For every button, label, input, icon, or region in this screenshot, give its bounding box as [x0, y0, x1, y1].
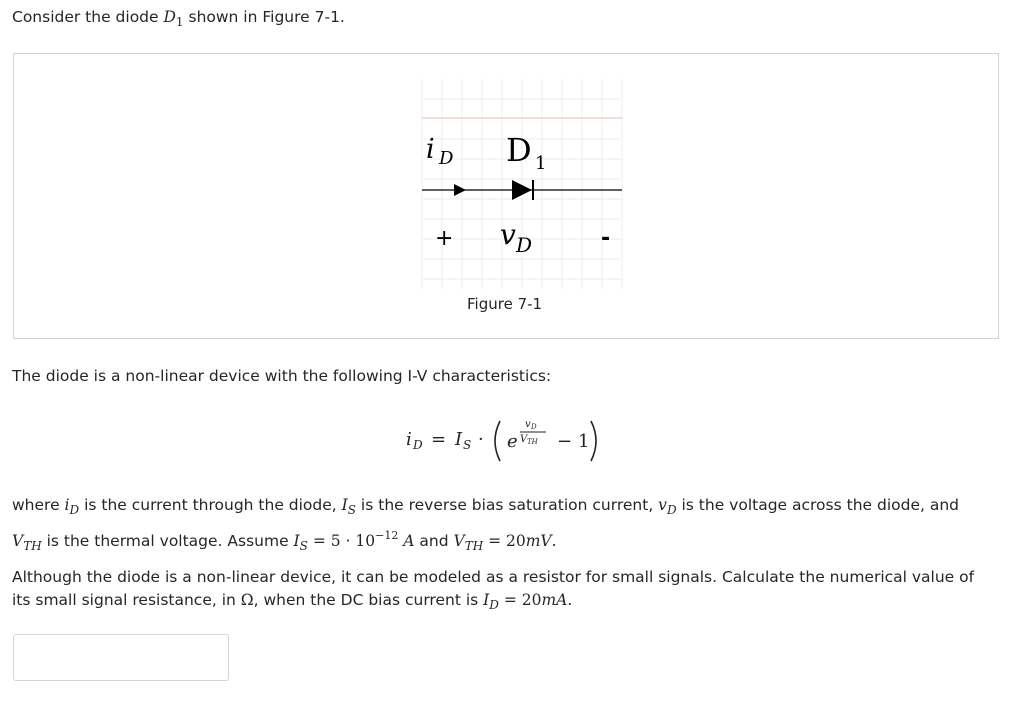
voltage-label: v: [500, 218, 516, 251]
eq-one: 1: [578, 431, 590, 452]
diode-circuit-figure: [404, 74, 644, 304]
eq-exp-base: e: [507, 431, 518, 452]
figure-grid: [422, 79, 622, 289]
diode-label-sub: 1: [535, 153, 547, 174]
eq-lhs: i: [406, 429, 412, 450]
current-label: i: [426, 134, 435, 165]
diode-label: D: [506, 131, 532, 169]
diode-equation: [406, 413, 616, 473]
iv-description: The diode is a non-linear device with the following I-V characteristics:: [12, 367, 552, 385]
current-label-sub: D: [439, 148, 454, 169]
figure-caption: Figure 7-1: [467, 295, 543, 313]
figure-container: [13, 53, 999, 339]
eq-equals: =: [431, 429, 447, 450]
eq-is-sub: S: [463, 438, 472, 452]
eq-denominator: V: [520, 434, 528, 445]
eq-left-paren: [495, 421, 500, 461]
minus-terminal: -: [601, 226, 611, 251]
eq-numerator-sub: D: [531, 423, 537, 431]
plus-terminal: +: [435, 226, 454, 251]
eq-right-paren: [591, 421, 596, 461]
answer-input[interactable]: [13, 634, 229, 681]
eq-lhs-sub: D: [413, 438, 423, 452]
eq-is: I: [455, 429, 463, 450]
problem-intro: Consider the diode $D_1$ shown in Figure 7-1.: [12, 8, 345, 29]
eq-denominator-sub: TH: [527, 438, 538, 446]
current-arrow-icon: [454, 184, 466, 196]
variable-definitions: where $i_D$ is the current through the diode, $I_S$ is the reverse bias saturation current, $v_D$ is the voltage across the diode, and $V_{TH}$ is the thermal voltage. Assume $I_S = 5 \cdot 10^{-12}$ A and $V_{TH} = 20mV$.: [12, 496, 959, 553]
eq-dot: ·: [478, 429, 484, 450]
eq-minus: −: [557, 431, 573, 452]
voltage-label-sub: D: [516, 233, 533, 257]
eq-numerator: v: [525, 419, 531, 430]
question-text: Although the diode is a non-linear device, it can be modeled as a resistor for small signals. Calculate the numerical value of its small signal resistance, in Ω, when the DC bias current is $I_D = 20mA$.: [12, 568, 975, 612]
